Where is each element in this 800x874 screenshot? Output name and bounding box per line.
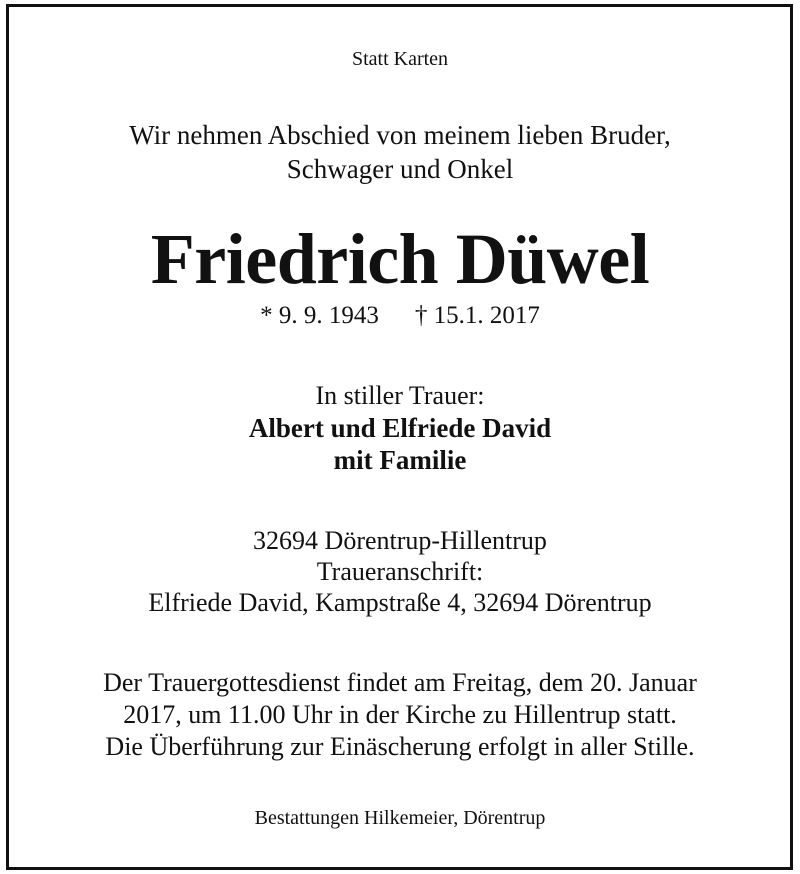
service-line-3: Die Überführung zur Einäscherung erfolgt in aller Stille. — [105, 732, 695, 761]
address-line-2: Traueranschrift: — [316, 557, 484, 586]
address-line-1: 32694 Dörentrup-Hillentrup — [253, 526, 547, 555]
service-info — [0, 667, 800, 763]
service-line-2: 2017, um 11.00 Uhr in der Kirche zu Hillentrup statt. — [123, 700, 677, 729]
mourner-line-1: Albert und Elfriede David — [248, 413, 552, 443]
mourning-label: In stiller Trauer: — [315, 381, 485, 410]
birth-date: * 9. 9. 1943 — [260, 302, 379, 329]
address-line-3: Elfriede David, Kampstraße 4, 32694 Dörentrup — [148, 588, 652, 617]
life-dates — [0, 302, 800, 330]
address-block — [0, 525, 800, 618]
undertaker-text: Bestattungen Hilkemeier, Dörentrup — [254, 807, 546, 829]
farewell-line-2: Schwager und Onkel — [286, 154, 514, 184]
intro-text: Statt Karten — [351, 48, 449, 70]
farewell-line-1: Wir nehmen Abschied von meinem lieben Bruder, — [129, 120, 671, 150]
mourners — [0, 412, 800, 476]
death-date: † 15.1. 2017 — [414, 302, 540, 329]
mourner-line-2: mit Familie — [333, 445, 467, 475]
farewell-text — [0, 118, 800, 186]
deceased-name: Friedrich Düwel — [150, 219, 650, 299]
service-line-1: Der Trauergottesdienst findet am Freitag, dem 20. Januar — [103, 668, 697, 697]
